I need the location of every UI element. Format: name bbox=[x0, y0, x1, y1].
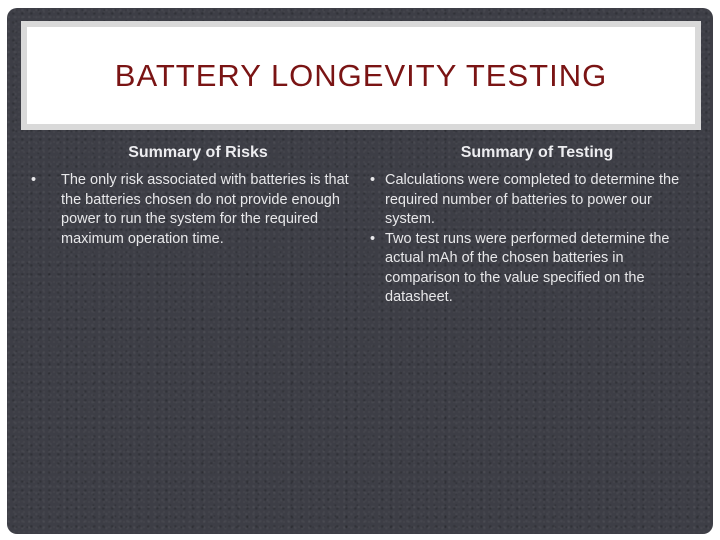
list-item-text: The only risk associated with batteries is that the batteries chosen do not provide enough power to run the system for the required maximum operation time. bbox=[61, 172, 349, 247]
title-box bbox=[21, 21, 701, 130]
left-column bbox=[25, 144, 355, 249]
list-item-text: Two test runs were performed determine the actual mAh of the chosen batteries in comparison to the value specified on the datasheet. bbox=[385, 230, 670, 305]
slide-title: BATTERY LONGEVITY TESTING bbox=[114, 57, 608, 93]
left-column-heading: Summary of Risks bbox=[128, 144, 268, 161]
bullet-icon: • bbox=[370, 230, 376, 247]
list-item bbox=[369, 230, 689, 308]
bullet-icon: • bbox=[31, 172, 37, 188]
right-column bbox=[369, 144, 689, 308]
right-column-heading: Summary of Testing bbox=[460, 144, 614, 161]
bullet-icon: • bbox=[370, 172, 376, 188]
slide bbox=[7, 8, 713, 534]
right-bullet-list bbox=[369, 171, 689, 308]
list-item-text: Calculations were completed to determine the required number of batteries to power our system. bbox=[385, 172, 680, 227]
list-item bbox=[369, 171, 689, 230]
list-item bbox=[25, 171, 355, 249]
left-bullet-list bbox=[25, 171, 355, 249]
